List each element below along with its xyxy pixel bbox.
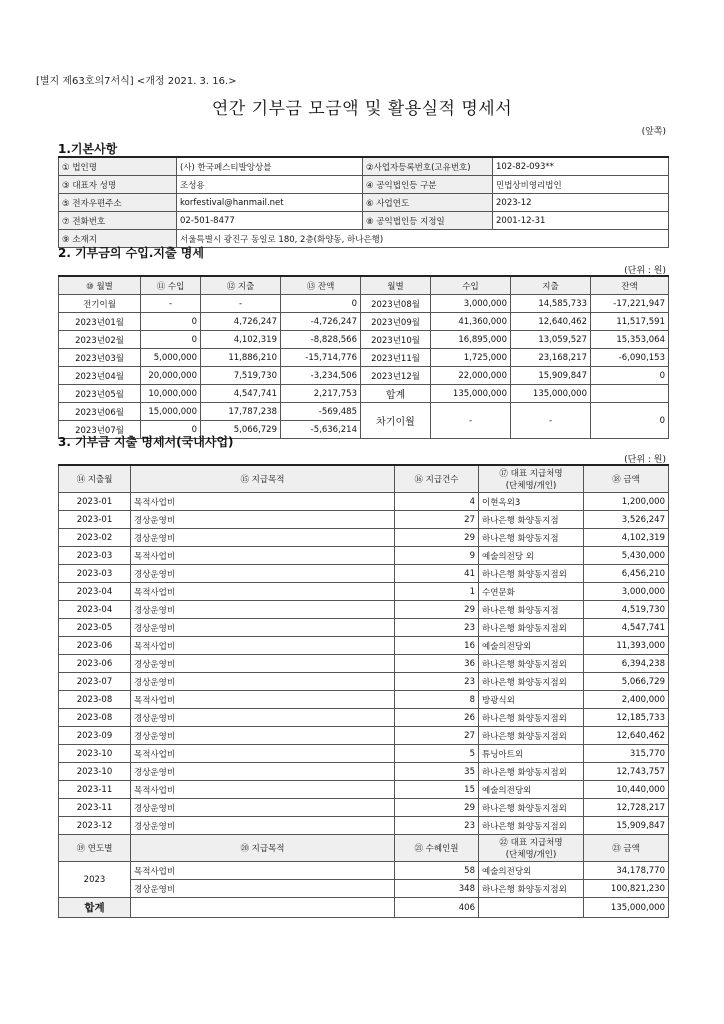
info-row [59, 194, 669, 212]
address-label: ⑨ 소재지 [59, 230, 177, 248]
column-header: ㉑ 수혜인원 [395, 835, 479, 862]
page-side-label: (앞쪽) [641, 127, 666, 137]
month-cell: 2023년10월 [361, 331, 431, 349]
income-cell: 0 [141, 331, 201, 349]
income-cell: 0 [141, 313, 201, 331]
count-cell: 15 [395, 781, 479, 799]
payee-cell: 예술의전당외 [479, 781, 584, 799]
balance-cell: -569,485 [281, 403, 361, 421]
amount-cell: 5,066,729 [584, 673, 669, 691]
payee-cell: 하나은행 화양동지점외 [479, 799, 584, 817]
expense-header [59, 465, 669, 493]
column-header: ⑯ 지급건수 [395, 465, 479, 493]
income-cell: 15,000,000 [141, 403, 201, 421]
balance-cell: -8,828,566 [281, 331, 361, 349]
table-row [59, 781, 669, 799]
count-cell: 29 [395, 799, 479, 817]
count-cell: 5 [395, 745, 479, 763]
amount-cell: 6,394,238 [584, 655, 669, 673]
expense-cell: 14,585,733 [511, 295, 591, 313]
expense-cell: 15,909,847 [511, 367, 591, 385]
expense-cell: 4,547,741 [201, 385, 281, 403]
count-cell: 16 [395, 637, 479, 655]
info-value: 02-501-8477 [177, 212, 363, 230]
info-label: ⑦ 전화번호 [59, 212, 177, 230]
income-cell: 5,000,000 [141, 349, 201, 367]
month-cell: 2023년01월 [59, 313, 141, 331]
column-header: ⑳ 지급목적 [131, 835, 395, 862]
expense-cell: 13,059,527 [511, 331, 591, 349]
payee-cell: 예술의전당외 [479, 862, 584, 880]
payee-cell: 하나은행 화양동지점 [479, 511, 584, 529]
purpose-cell: 경상운영비 [131, 799, 395, 817]
amount-cell: 34,178,770 [584, 862, 669, 880]
amount-cell: 4,547,741 [584, 619, 669, 637]
month-cell: 2023년12월 [361, 367, 431, 385]
table-row [59, 403, 669, 421]
payee-cell: 하나은행 화양동지점외 [479, 817, 584, 835]
amount-cell: 100,821,230 [584, 880, 669, 898]
table-row [59, 619, 669, 637]
table-row [59, 763, 669, 781]
expense-cell: - [201, 295, 281, 313]
column-header: ⑫ 지출 [201, 276, 281, 295]
count-cell: 23 [395, 619, 479, 637]
month-cell: 2023-11 [59, 781, 131, 799]
expense-cell: 17,787,238 [201, 403, 281, 421]
purpose-cell: 경상운영비 [131, 673, 395, 691]
month-cell: 2023년02월 [59, 331, 141, 349]
purpose-cell: 목적사업비 [131, 691, 395, 709]
column-header: 지출 [511, 276, 591, 295]
amount-cell: 3,000,000 [584, 583, 669, 601]
amount-cell: 12,743,757 [584, 763, 669, 781]
table-row [59, 511, 669, 529]
total-purpose [131, 898, 395, 918]
info-value: 2023-12 [493, 194, 669, 212]
table-row [59, 313, 669, 331]
info-label: ⑥ 사업연도 [363, 194, 493, 212]
table-row [59, 331, 669, 349]
balance-cell: -6,090,153 [591, 349, 669, 367]
purpose-cell: 목적사업비 [131, 745, 395, 763]
income-cell: 1,725,000 [431, 349, 511, 367]
purpose-cell: 경상운영비 [131, 529, 395, 547]
month-cell: 2023-06 [59, 655, 131, 673]
balance-cell: -3,234,506 [281, 367, 361, 385]
month-cell: 2023-08 [59, 709, 131, 727]
info-label: ① 법인명 [59, 157, 177, 176]
count-cell: 27 [395, 727, 479, 745]
purpose-cell: 목적사업비 [131, 781, 395, 799]
table-row [59, 493, 669, 511]
income-cell: 10,000,000 [141, 385, 201, 403]
table-row [59, 601, 669, 619]
table-row [59, 385, 669, 403]
amount-cell: 12,728,217 [584, 799, 669, 817]
info-value: (사) 한국페스티발앙상블 [177, 157, 363, 176]
table-row [59, 529, 669, 547]
count-cell: 26 [395, 709, 479, 727]
count-cell: 36 [395, 655, 479, 673]
month-cell: 2023-06 [59, 637, 131, 655]
payee-cell: 하나은행 화양동지점외 [479, 763, 584, 781]
purpose-cell: 목적사업비 [131, 637, 395, 655]
table-row [59, 637, 669, 655]
amount-cell: 12,185,733 [584, 709, 669, 727]
income-cell: - [431, 403, 511, 439]
purpose-cell: 목적사업비 [131, 583, 395, 601]
amount-cell: 2,400,000 [584, 691, 669, 709]
payee-cell: 하나은행 화양동지점 [479, 601, 584, 619]
payee-cell: 하나은행 화양동지점외 [479, 709, 584, 727]
amount-cell: 315,770 [584, 745, 669, 763]
column-header: ⑬ 잔액 [281, 276, 361, 295]
month-cell: 2023년06월 [59, 403, 141, 421]
income-cell: 20,000,000 [141, 367, 201, 385]
amount-cell: 1,200,000 [584, 493, 669, 511]
balance-cell: 2,217,753 [281, 385, 361, 403]
payee-cell: 하나은행 화양동지점외 [479, 619, 584, 637]
basic-info-table [58, 156, 669, 248]
count-cell: 29 [395, 529, 479, 547]
purpose-cell: 목적사업비 [131, 547, 395, 565]
month-cell: 2023-10 [59, 745, 131, 763]
payee-cell: 하나은행 화양동지점외 [479, 673, 584, 691]
summary-row [59, 880, 669, 898]
month-cell: 2023-09 [59, 727, 131, 745]
month-cell: 2023-04 [59, 601, 131, 619]
month-cell: 2023-12 [59, 817, 131, 835]
form-number: [별지 제63호의7서식] <개정 2021. 3. 16.> [36, 76, 237, 87]
month-cell: 2023-07 [59, 673, 131, 691]
total-payee [479, 898, 584, 918]
income-cell: 0 [141, 421, 201, 439]
month-cell: 2023년03월 [59, 349, 141, 367]
table-row [59, 709, 669, 727]
info-value: 102-82-093** [493, 157, 669, 176]
info-label: ⑤ 전자우편주소 [59, 194, 177, 212]
purpose-cell: 경상운영비 [131, 619, 395, 637]
balance-cell: 0 [591, 403, 669, 439]
balance-cell: -4,726,247 [281, 313, 361, 331]
table-row [59, 799, 669, 817]
column-header: ⑮ 지급목적 [131, 465, 395, 493]
summary-header [59, 835, 669, 862]
balance-cell: -5,636,214 [281, 421, 361, 439]
month-cell: 2023-01 [59, 511, 131, 529]
document-title: 연간 기부금 모금액 및 활용실적 명세서 [211, 99, 513, 119]
payee-cell: 하나은행 화양동지점외 [479, 727, 584, 745]
balance-cell: 15,353,064 [591, 331, 669, 349]
info-value: korfestival@hanmail.net [177, 194, 363, 212]
month-cell: 2023-11 [59, 799, 131, 817]
income-expense-header [59, 276, 669, 295]
income-cell: 135,000,000 [431, 385, 511, 403]
payee-cell: 예술의전당 외 [479, 547, 584, 565]
expense-cell: 5,066,729 [201, 421, 281, 439]
month-cell: 2023-02 [59, 529, 131, 547]
month-cell: 2023-10 [59, 763, 131, 781]
purpose-cell: 목적사업비 [131, 493, 395, 511]
balance-cell: -17,221,947 [591, 295, 669, 313]
count-cell: 4 [395, 493, 479, 511]
carry-over-label: 차기이월 [361, 403, 431, 439]
payee-cell: 하나은행 화양동지점외 [479, 565, 584, 583]
column-header: ⑰ 대표 지급처명 (단체명/개인) [479, 465, 584, 493]
table-row [59, 295, 669, 313]
purpose-cell: 경상운영비 [131, 655, 395, 673]
purpose-cell: 경상운영비 [131, 511, 395, 529]
count-cell: 29 [395, 601, 479, 619]
amount-cell: 3,526,247 [584, 511, 669, 529]
income-cell: 41,360,000 [431, 313, 511, 331]
info-row [59, 176, 669, 194]
column-header: 잔액 [591, 276, 669, 295]
purpose-cell: 경상운영비 [131, 727, 395, 745]
count-cell: 23 [395, 817, 479, 835]
section1-heading: 1.기본사항 [58, 142, 118, 156]
info-value: 조성용 [177, 176, 363, 194]
income-cell: 3,000,000 [431, 295, 511, 313]
balance-cell: 0 [281, 295, 361, 313]
payee-cell: 하나은행 화양동지점외 [479, 880, 584, 898]
total-label: 합계 [59, 898, 131, 918]
summary-row [59, 862, 669, 880]
month-cell: 2023년09월 [361, 313, 431, 331]
payee-cell: 하나은행 화양동지점외 [479, 655, 584, 673]
info-label: ②사업자등록번호(고유번호) [363, 157, 493, 176]
info-label: ⑧ 공익법인등 지정일 [363, 212, 493, 230]
payee-cell: 이현옥외3 [479, 493, 584, 511]
month-cell: 전기이월 [59, 295, 141, 313]
expense-cell: - [511, 403, 591, 439]
total-count: 406 [395, 898, 479, 918]
purpose-cell: 경상운영비 [131, 709, 395, 727]
table-row [59, 691, 669, 709]
column-header: ⑪ 수입 [141, 276, 201, 295]
section3-unit: (단위 : 원) [624, 455, 666, 465]
month-cell: 2023-01 [59, 493, 131, 511]
amount-cell: 15,909,847 [584, 817, 669, 835]
month-cell: 2023-03 [59, 547, 131, 565]
table-row [59, 673, 669, 691]
balance-cell: 11,517,591 [591, 313, 669, 331]
count-cell: 35 [395, 763, 479, 781]
info-row [59, 157, 669, 176]
table-row [59, 583, 669, 601]
section2-heading: 2. 기부금의 수입.지출 명세 [58, 246, 204, 260]
expense-cell: 11,886,210 [201, 349, 281, 367]
column-header: 월별 [361, 276, 431, 295]
month-cell: 2023년04월 [59, 367, 141, 385]
column-header: ㉒ 대표 지급처명 (단체명/개인) [479, 835, 584, 862]
balance-cell [591, 385, 669, 403]
table-row [59, 367, 669, 385]
section3-heading: 3. 기부금 지출 명세서(국내사업) [58, 435, 234, 449]
count-cell: 41 [395, 565, 479, 583]
count-cell: 27 [395, 511, 479, 529]
count-cell: 9 [395, 547, 479, 565]
payee-cell: 튜닝아트외 [479, 745, 584, 763]
column-header: 수입 [431, 276, 511, 295]
column-header: ⑲ 연도별 [59, 835, 131, 862]
section2-unit: (단위 : 원) [624, 266, 666, 276]
month-cell: 2023-08 [59, 691, 131, 709]
amount-cell: 10,440,000 [584, 781, 669, 799]
income-cell: 16,895,000 [431, 331, 511, 349]
table-row [59, 547, 669, 565]
info-value: 민법상비영리법인 [493, 176, 669, 194]
info-value: 2001-12-31 [493, 212, 669, 230]
domestic-expense-table [58, 464, 669, 918]
expense-cell: 23,168,217 [511, 349, 591, 367]
table-row [59, 565, 669, 583]
total-label: 합계 [361, 385, 431, 403]
expense-cell: 12,640,462 [511, 313, 591, 331]
count-cell: 58 [395, 862, 479, 880]
purpose-cell: 경상운영비 [131, 601, 395, 619]
amount-cell: 12,640,462 [584, 727, 669, 745]
month-cell: 2023년08월 [361, 295, 431, 313]
month-cell: 2023-04 [59, 583, 131, 601]
total-row [59, 898, 669, 918]
total-amount: 135,000,000 [584, 898, 669, 918]
amount-cell: 5,430,000 [584, 547, 669, 565]
amount-cell: 4,519,730 [584, 601, 669, 619]
expense-cell: 4,726,247 [201, 313, 281, 331]
count-cell: 8 [395, 691, 479, 709]
income-cell: 22,000,000 [431, 367, 511, 385]
month-cell: 2023년07월 [59, 421, 141, 439]
payee-cell: 하나은행 화양동지점 [479, 529, 584, 547]
column-header: ⑩ 월별 [59, 276, 141, 295]
expense-cell: 7,519,730 [201, 367, 281, 385]
table-row [59, 727, 669, 745]
month-cell: 2023년11월 [361, 349, 431, 367]
purpose-cell: 경상운영비 [131, 817, 395, 835]
amount-cell: 6,456,210 [584, 565, 669, 583]
table-row [59, 349, 669, 367]
amount-cell: 4,102,319 [584, 529, 669, 547]
table-row [59, 745, 669, 763]
column-header: ㉓ 금액 [584, 835, 669, 862]
count-cell: 1 [395, 583, 479, 601]
column-header: ⑭ 지출월 [59, 465, 131, 493]
month-cell: 2023-03 [59, 565, 131, 583]
expense-cell: 4,102,319 [201, 331, 281, 349]
income-expense-table [58, 275, 669, 439]
year-cell: 2023 [59, 862, 131, 898]
month-cell: 2023년05월 [59, 385, 141, 403]
expense-cell: 135,000,000 [511, 385, 591, 403]
purpose-cell: 경상운영비 [131, 763, 395, 781]
count-cell: 23 [395, 673, 479, 691]
info-row [59, 212, 669, 230]
purpose-cell: 경상운영비 [131, 565, 395, 583]
table-row [59, 655, 669, 673]
info-label: ④ 공익법인등 구분 [363, 176, 493, 194]
table-row [59, 817, 669, 835]
balance-cell: 0 [591, 367, 669, 385]
month-cell: 2023-05 [59, 619, 131, 637]
column-header: ⑱ 금액 [584, 465, 669, 493]
purpose-cell: 경상운영비 [131, 880, 395, 898]
info-label: ③ 대표자 성명 [59, 176, 177, 194]
payee-cell: 방광식외 [479, 691, 584, 709]
payee-cell: 예술의전당외 [479, 637, 584, 655]
balance-cell: -15,714,776 [281, 349, 361, 367]
payee-cell: 수연문화 [479, 583, 584, 601]
income-cell: - [141, 295, 201, 313]
address-value: 서울특별시 광진구 동일로 180, 2층(화양동, 하나은행) [177, 230, 669, 248]
amount-cell: 11,393,000 [584, 637, 669, 655]
count-cell: 348 [395, 880, 479, 898]
purpose-cell: 목적사업비 [131, 862, 395, 880]
